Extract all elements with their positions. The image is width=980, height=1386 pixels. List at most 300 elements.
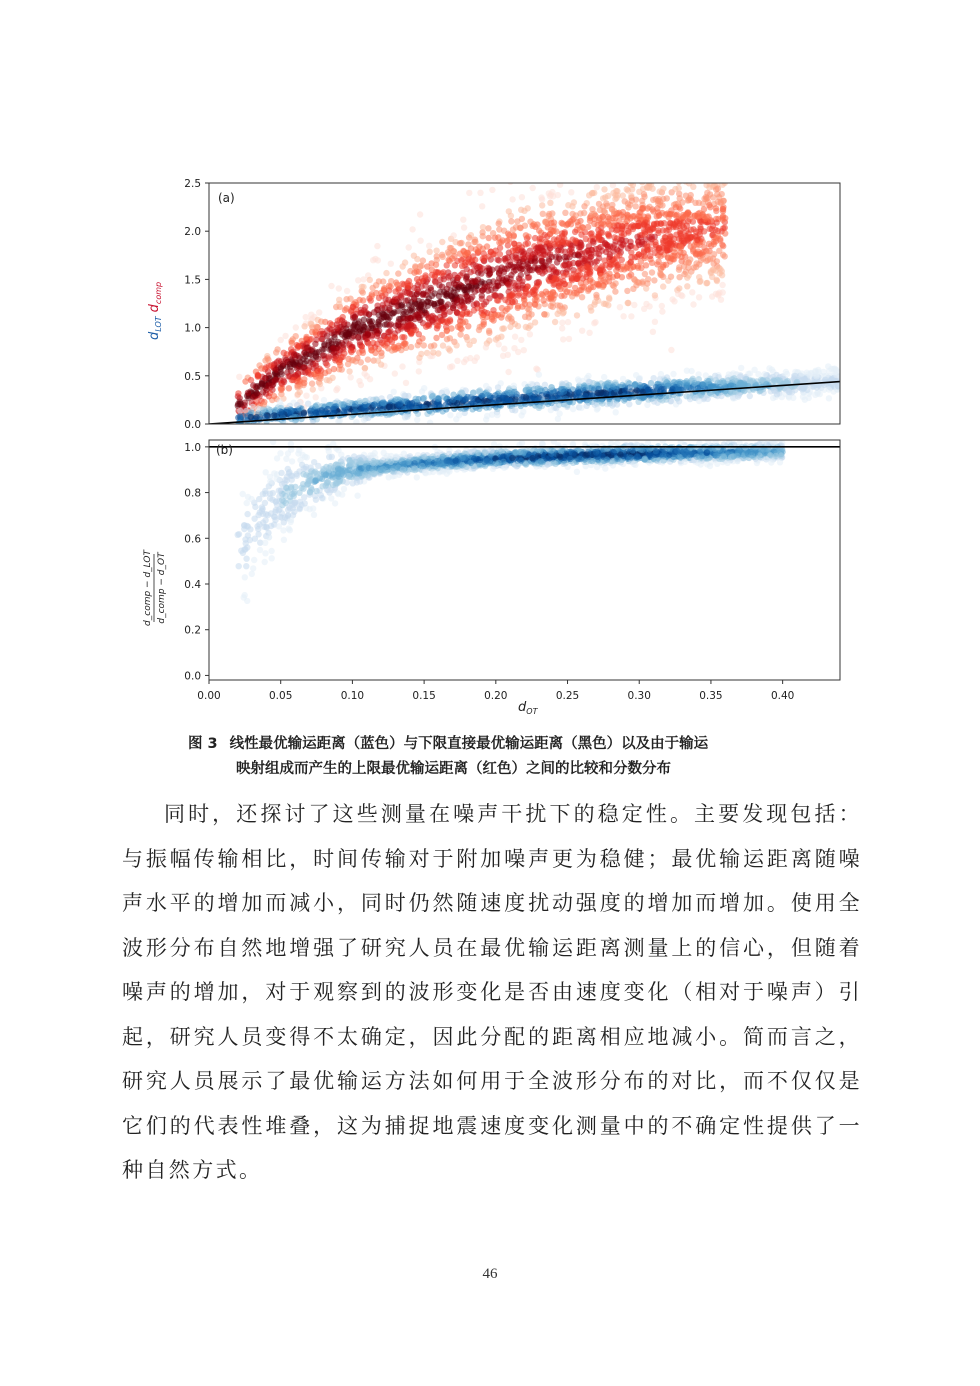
density-point-d_comp — [521, 255, 527, 261]
density-point-d_comp — [411, 253, 417, 259]
density-point-d_comp — [444, 328, 450, 334]
density-point-d_comp — [685, 218, 691, 224]
density-point-d_LOT — [536, 405, 542, 411]
density-point-d_LOT — [792, 373, 798, 379]
density-point-d_LOT — [250, 404, 256, 410]
density-point-d_comp — [426, 243, 432, 249]
density-point-d_comp — [440, 342, 446, 348]
density-point-d_comp — [322, 370, 328, 376]
density-point-d_comp — [677, 230, 683, 236]
density-point-d_comp — [545, 224, 551, 230]
density-point-d_comp — [684, 176, 690, 182]
density-point-d_LOT — [631, 382, 637, 388]
density-point-ratio — [249, 571, 255, 577]
density-point-d_comp — [458, 257, 464, 263]
density-point-d_comp — [268, 362, 274, 368]
density-point-d_comp — [468, 285, 474, 291]
density-point-d_comp — [411, 270, 417, 276]
density-point-d_comp — [589, 206, 595, 212]
density-point-d_comp — [330, 345, 336, 351]
density-point-d_comp — [644, 168, 650, 172]
density-point-d_comp — [445, 346, 451, 352]
density-point-d_comp — [652, 292, 658, 298]
density-point-d_comp — [507, 179, 513, 185]
density-point-d_comp — [445, 249, 451, 255]
density-point-d_comp — [353, 306, 359, 312]
density-point-d_comp — [430, 349, 436, 355]
density-point-d_comp — [505, 315, 511, 321]
density-point-d_LOT — [462, 396, 468, 402]
density-point-d_LOT — [535, 395, 541, 401]
density-point-d_LOT — [441, 394, 447, 400]
y-tick-label: 2.0 — [184, 226, 201, 239]
density-point-d_comp — [674, 218, 680, 224]
density-point-ratio — [242, 574, 248, 580]
density-point-d_comp — [680, 169, 686, 175]
density-point-d_comp — [691, 264, 697, 270]
density-point-d_comp — [242, 378, 248, 384]
density-point-d_LOT — [294, 402, 300, 408]
density-point-d_comp — [694, 237, 700, 243]
density-point-d_LOT — [338, 401, 344, 407]
density-point-d_comp — [530, 185, 536, 191]
density-point-d_comp — [439, 239, 445, 245]
density-point-ratio — [244, 511, 250, 517]
density-point-d_LOT — [319, 407, 325, 413]
density-point-d_comp — [664, 247, 670, 253]
density-point-d_comp — [696, 274, 702, 280]
panel-b — [143, 434, 840, 682]
density-point-d_comp — [286, 385, 292, 391]
density-point-d_comp — [667, 258, 673, 264]
density-point-d_comp — [453, 342, 459, 348]
density-point-d_LOT — [712, 373, 718, 379]
density-point-d_comp — [500, 173, 506, 179]
density-point-d_comp — [646, 185, 652, 191]
density-point-d_LOT — [536, 371, 542, 377]
density-point-d_comp — [636, 220, 642, 226]
density-point-d_comp — [624, 288, 630, 294]
density-point-d_LOT — [696, 398, 702, 404]
density-point-d_comp — [578, 287, 584, 293]
density-point-d_LOT — [826, 395, 832, 401]
density-point-d_comp — [719, 282, 725, 288]
density-point-d_comp — [461, 359, 467, 365]
density-point-d_comp — [566, 336, 572, 342]
density-point-d_comp — [414, 276, 420, 282]
density-point-d_comp — [315, 368, 321, 374]
y-tick-label: 1.5 — [184, 274, 201, 287]
density-point-d_comp — [457, 331, 463, 337]
density-point-d_comp — [309, 380, 315, 386]
density-point-d_comp — [676, 179, 682, 185]
density-point-d_LOT — [651, 398, 657, 404]
density-point-ratio — [551, 438, 557, 444]
density-point-d_comp — [348, 374, 354, 380]
density-point-d_comp — [301, 323, 307, 329]
density-point-d_comp — [238, 401, 244, 407]
ylabel-dlot: d — [147, 331, 162, 340]
density-point-d_comp — [398, 302, 404, 308]
density-point-d_comp — [709, 274, 715, 280]
density-point-d_comp — [297, 389, 303, 395]
density-point-d_LOT — [700, 382, 706, 388]
density-point-d_LOT — [312, 403, 318, 409]
density-point-d_comp — [447, 317, 453, 323]
density-point-d_comp — [641, 191, 647, 197]
density-point-d_comp — [486, 235, 492, 241]
density-point-d_comp — [560, 176, 566, 182]
density-point-d_comp — [501, 346, 507, 352]
density-point-d_LOT — [313, 410, 319, 416]
density-point-d_comp — [523, 232, 529, 238]
density-point-d_comp — [594, 184, 600, 190]
density-point-d_LOT — [635, 399, 641, 405]
density-point-d_LOT — [783, 386, 789, 392]
density-point-d_comp — [278, 365, 284, 371]
density-point-d_comp — [466, 190, 472, 196]
density-point-d_LOT — [453, 416, 459, 422]
density-point-d_comp — [666, 214, 672, 220]
density-point-d_comp — [660, 283, 666, 289]
density-point-d_comp — [423, 324, 429, 330]
density-point-d_comp — [501, 325, 507, 331]
density-point-d_comp — [583, 256, 589, 262]
density-point-d_comp — [613, 227, 619, 233]
density-point-d_comp — [588, 251, 594, 257]
density-point-d_LOT — [705, 396, 711, 402]
density-point-d_comp — [721, 176, 727, 182]
density-point-d_comp — [605, 170, 611, 176]
density-point-d_comp — [682, 178, 688, 184]
density-point-d_comp — [318, 318, 324, 324]
density-point-d_comp — [437, 298, 443, 304]
density-point-d_comp — [586, 330, 592, 336]
density-point-d_comp — [500, 353, 506, 359]
density-point-d_comp — [375, 257, 381, 263]
density-point-d_comp — [516, 290, 522, 296]
density-point-d_LOT — [622, 387, 628, 393]
density-point-d_comp — [508, 218, 514, 224]
density-point-d_comp — [686, 272, 692, 278]
density-point-d_comp — [310, 386, 316, 392]
density-point-d_comp — [701, 206, 707, 212]
density-point-d_comp — [533, 366, 539, 372]
density-point-d_comp — [470, 253, 476, 259]
density-point-d_LOT — [305, 401, 311, 407]
density-point-d_comp — [702, 175, 708, 181]
density-point-d_LOT — [761, 371, 767, 377]
density-point-d_comp — [391, 297, 397, 303]
density-point-d_comp — [461, 285, 467, 291]
density-point-d_comp — [596, 235, 602, 241]
density-point-d_comp — [549, 300, 555, 306]
density-point-d_LOT — [301, 410, 307, 416]
density-point-d_comp — [420, 292, 426, 298]
density-point-d_comp — [596, 215, 602, 221]
density-point-d_LOT — [738, 365, 744, 371]
density-point-d_LOT — [705, 378, 711, 384]
density-point-d_comp — [271, 393, 277, 399]
density-point-d_comp — [489, 187, 495, 193]
density-point-d_comp — [610, 244, 616, 250]
density-point-d_LOT — [251, 422, 257, 428]
density-point-d_comp — [605, 231, 611, 237]
density-point-d_comp — [457, 325, 463, 331]
density-point-d_comp — [454, 296, 460, 302]
density-point-d_comp — [561, 281, 567, 287]
density-point-d_comp — [434, 257, 440, 263]
density-point-d_comp — [355, 334, 361, 340]
density-point-d_comp — [565, 202, 571, 208]
density-point-d_comp — [417, 263, 423, 269]
density-point-d_comp — [343, 305, 349, 311]
density-point-d_LOT — [495, 384, 501, 390]
density-point-d_comp — [303, 314, 309, 320]
density-point-d_comp — [355, 277, 361, 283]
density-point-d_comp — [685, 238, 691, 244]
density-point-d_LOT — [677, 381, 683, 387]
density-point-d_comp — [264, 355, 270, 361]
density-point-d_comp — [717, 200, 723, 206]
density-point-d_LOT — [548, 384, 554, 390]
density-point-d_comp — [463, 275, 469, 281]
density-point-d_comp — [308, 321, 314, 327]
density-point-d_comp — [479, 203, 485, 209]
density-point-d_comp — [466, 342, 472, 348]
density-point-d_comp — [571, 168, 577, 172]
density-point-d_LOT — [626, 401, 632, 407]
density-point-d_comp — [471, 307, 477, 313]
density-point-d_comp — [313, 324, 319, 330]
density-point-d_comp — [422, 272, 428, 278]
density-point-d_LOT — [683, 393, 689, 399]
density-point-d_comp — [653, 242, 659, 248]
density-point-d_comp — [620, 192, 626, 198]
density-point-d_comp — [295, 343, 301, 349]
density-point-d_LOT — [484, 413, 490, 419]
density-point-d_LOT — [566, 382, 572, 388]
density-point-d_comp — [586, 286, 592, 292]
density-point-d_comp — [289, 340, 295, 346]
density-point-d_comp — [549, 210, 555, 216]
density-point-d_comp — [293, 333, 299, 339]
density-point-d_comp — [416, 355, 422, 361]
density-point-d_comp — [515, 283, 521, 289]
panel-b-density — [209, 434, 840, 604]
density-point-d_comp — [590, 238, 596, 244]
density-point-d_comp — [625, 300, 631, 306]
density-point-d_comp — [651, 277, 657, 283]
density-point-d_comp — [282, 333, 288, 339]
density-point-d_comp — [461, 224, 467, 230]
density-point-d_comp — [254, 383, 260, 389]
density-point-d_comp — [426, 295, 432, 301]
density-point-d_comp — [244, 426, 250, 432]
density-point-d_comp — [588, 230, 594, 236]
density-point-d_comp — [613, 188, 619, 194]
density-point-d_comp — [325, 355, 331, 361]
density-point-d_LOT — [676, 398, 682, 404]
density-point-d_comp — [497, 251, 503, 257]
density-point-d_comp — [538, 194, 544, 200]
density-point-d_comp — [353, 358, 359, 364]
y-tick-label: 0.5 — [184, 370, 201, 383]
density-point-d_comp — [441, 311, 447, 317]
density-point-d_comp — [481, 255, 487, 261]
density-point-d_comp — [716, 194, 722, 200]
density-point-d_comp — [460, 217, 466, 223]
density-point-d_comp — [601, 301, 607, 307]
density-point-d_comp — [378, 353, 384, 359]
density-point-d_comp — [284, 351, 290, 357]
density-point-d_comp — [642, 229, 648, 235]
density-point-d_comp — [504, 237, 510, 243]
density-point-d_comp — [722, 253, 728, 259]
density-point-d_comp — [473, 246, 479, 252]
density-point-ratio — [243, 563, 249, 569]
density-point-d_comp — [703, 280, 709, 286]
density-point-d_LOT — [769, 379, 775, 385]
density-point-d_LOT — [494, 412, 500, 418]
density-point-d_comp — [620, 313, 626, 319]
density-point-d_comp — [711, 251, 717, 257]
density-point-d_LOT — [774, 391, 780, 397]
density-point-d_LOT — [614, 401, 620, 407]
density-point-d_comp — [588, 307, 594, 313]
density-point-d_comp — [454, 358, 460, 364]
density-point-d_LOT — [833, 367, 839, 373]
density-point-d_comp — [369, 318, 375, 324]
ylabel-dcomp: d — [147, 304, 162, 313]
density-point-d_comp — [519, 194, 525, 200]
density-point-d_LOT — [601, 374, 607, 380]
density-point-d_comp — [584, 263, 590, 269]
density-point-d_comp — [262, 375, 268, 381]
density-point-d_comp — [642, 219, 648, 225]
density-point-d_comp — [609, 206, 615, 212]
density-point-d_comp — [333, 387, 339, 393]
density-point-d_comp — [536, 280, 542, 286]
panel-a-label: (a) — [218, 191, 235, 205]
density-point-d_comp — [401, 281, 407, 287]
density-point-d_comp — [652, 319, 658, 325]
density-point-d_LOT — [253, 414, 259, 420]
density-point-d_comp — [235, 393, 241, 399]
density-point-d_comp — [331, 334, 337, 340]
density-point-d_comp — [657, 270, 663, 276]
density-point-d_comp — [719, 214, 725, 220]
density-point-d_LOT — [391, 389, 397, 395]
density-point-d_comp — [480, 314, 486, 320]
density-point-d_comp — [376, 322, 382, 328]
density-point-d_comp — [459, 263, 465, 269]
density-point-d_LOT — [621, 397, 627, 403]
density-point-d_comp — [293, 324, 299, 330]
density-point-d_comp — [415, 282, 421, 288]
density-point-d_comp — [699, 168, 705, 174]
density-point-d_comp — [707, 226, 713, 232]
density-point-d_LOT — [511, 383, 517, 389]
density-point-d_comp — [551, 275, 557, 281]
density-point-d_LOT — [813, 373, 819, 379]
density-point-d_comp — [245, 390, 251, 396]
density-point-d_comp — [511, 241, 517, 247]
density-point-d_LOT — [597, 390, 603, 396]
y-tick-label: 0.0 — [184, 419, 201, 431]
density-point-d_comp — [627, 259, 633, 265]
density-point-d_comp — [672, 186, 678, 192]
density-point-d_LOT — [731, 375, 737, 381]
density-point-d_comp — [369, 293, 375, 299]
density-point-d_comp — [404, 290, 410, 296]
density-point-d_comp — [599, 248, 605, 254]
density-point-d_comp — [628, 249, 634, 255]
panel-a-y-ticks — [184, 178, 209, 431]
density-point-d_LOT — [528, 381, 534, 387]
density-point-d_comp — [659, 308, 665, 314]
density-point-d_LOT — [247, 414, 253, 420]
density-point-d_comp — [406, 244, 412, 250]
density-point-d_comp — [324, 327, 330, 333]
density-point-d_comp — [312, 341, 318, 347]
density-point-d_comp — [639, 205, 645, 211]
density-point-d_comp — [457, 272, 463, 278]
density-point-d_comp — [715, 185, 721, 191]
density-point-d_comp — [326, 377, 332, 383]
density-point-d_comp — [667, 233, 673, 239]
panel-a-ylabel — [147, 282, 163, 340]
density-point-d_LOT — [406, 404, 412, 410]
density-point-d_comp — [235, 429, 241, 435]
density-point-d_LOT — [586, 379, 592, 385]
density-point-d_comp — [321, 341, 327, 347]
density-point-d_comp — [710, 266, 716, 272]
density-point-d_comp — [700, 239, 706, 245]
density-point-d_comp — [628, 313, 634, 319]
density-point-d_LOT — [592, 402, 598, 408]
density-point-d_comp — [344, 288, 350, 294]
density-point-d_comp — [664, 195, 670, 201]
density-point-d_LOT — [570, 406, 576, 412]
density-point-d_comp — [617, 304, 623, 310]
density-point-d_comp — [562, 254, 568, 260]
density-point-d_comp — [634, 279, 640, 285]
density-point-d_comp — [366, 311, 372, 317]
density-point-d_LOT — [451, 406, 457, 412]
density-point-d_comp — [562, 210, 568, 216]
density-point-d_comp — [429, 317, 435, 323]
density-point-d_comp — [700, 249, 706, 255]
density-point-d_LOT — [404, 413, 410, 419]
density-point-d_comp — [568, 189, 574, 195]
density-point-d_comp — [605, 214, 611, 220]
density-point-d_comp — [625, 187, 631, 193]
density-point-d_comp — [479, 306, 485, 312]
density-point-d_LOT — [236, 420, 242, 426]
density-point-d_comp — [394, 282, 400, 288]
density-point-d_comp — [465, 241, 471, 247]
density-point-d_comp — [380, 302, 386, 308]
density-point-d_comp — [594, 281, 600, 287]
density-point-d_comp — [551, 219, 557, 225]
density-point-d_LOT — [703, 372, 709, 378]
density-point-d_comp — [719, 242, 725, 248]
density-point-d_comp — [552, 292, 558, 298]
density-point-d_comp — [720, 206, 726, 212]
density-point-d_comp — [370, 285, 376, 291]
density-point-d_comp — [303, 334, 309, 340]
